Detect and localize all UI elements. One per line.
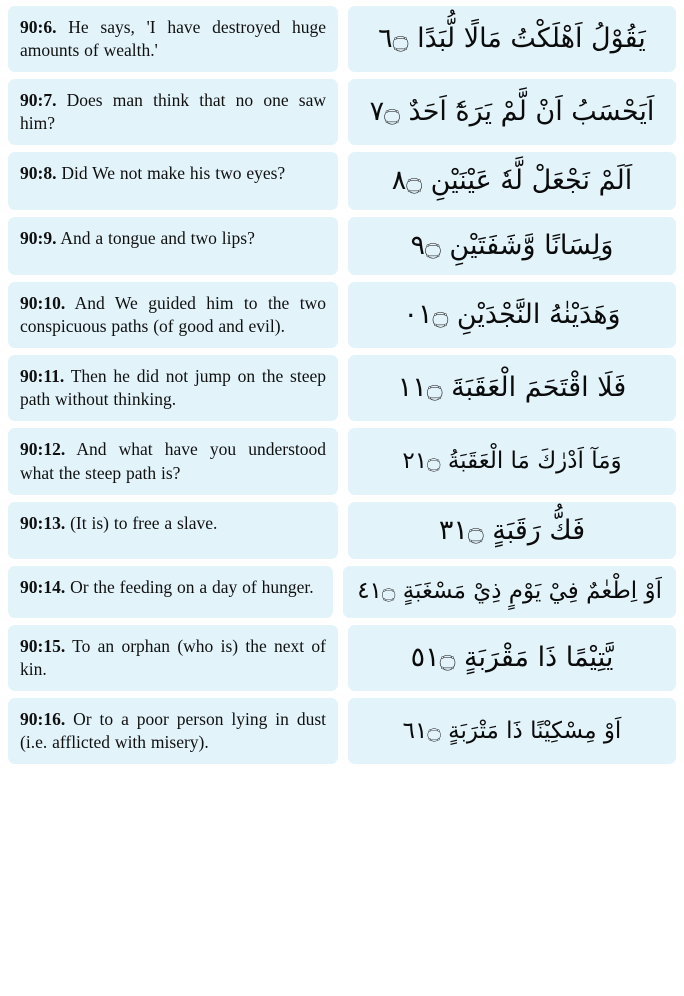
verse-row (8, 282, 676, 348)
verse-row (8, 566, 676, 618)
arabic-verse-text: وَهَدَيْنٰهُ النَّجْدَيْنِ ۝١٠ (403, 299, 621, 331)
english-translation-cell (8, 152, 338, 210)
english-translation-cell (8, 625, 338, 691)
verse-reference: 90:15. (20, 636, 66, 657)
verse-row (8, 502, 676, 560)
verse-row (8, 698, 676, 764)
english-translation-text (20, 512, 326, 535)
arabic-verse-cell (348, 625, 676, 691)
english-translation-text (20, 89, 326, 135)
arabic-verse-text: اَوْ اِطْعٰمٌ فِيْ يَوْمٍ ذِيْ مَسْغَبَةٍ ۝١٤ (357, 578, 662, 605)
arabic-verse-text: اَلَمْ نَجْعَلْ لَّهٗ عَيْنَيْنِ ۝٨ (391, 165, 633, 197)
arabic-verse-cell (348, 217, 676, 275)
verse-reference: 90:16. (20, 709, 66, 730)
verse-reference: 90:9. (20, 228, 57, 249)
verse-row (8, 6, 676, 72)
english-translation-cell (8, 698, 338, 764)
arabic-verse-cell (348, 152, 676, 210)
arabic-verse-text: يَقُوْلُ اَهْلَكْتُ مَالًا لُّبَدًا ۝٦ (378, 23, 646, 55)
arabic-verse-cell (343, 566, 676, 618)
verse-english: And a tongue and two lips? (60, 228, 255, 249)
verse-english: Or the feeding on a day of hunger. (70, 577, 314, 598)
arabic-verse-cell (348, 282, 676, 348)
verse-english: And We guided him to the two conspicuous paths (of good and evil). (20, 293, 326, 337)
verse-reference: 90:7. (20, 90, 57, 111)
english-translation-text (20, 227, 326, 250)
english-translation-text (20, 365, 326, 411)
arabic-verse-text: فَلَا اقْتَحَمَ الْعَقَبَةَ ۝١١ (397, 372, 627, 404)
verse-english: And what have you understood what the steep path is? (20, 439, 326, 483)
english-translation-cell (8, 502, 338, 560)
english-translation-text (20, 438, 326, 484)
english-translation-text (20, 635, 326, 681)
verse-english: To an orphan (who is) the next of kin. (20, 636, 326, 680)
english-translation-cell (8, 428, 338, 494)
arabic-verse-text: وَلِسَانًا وَّشَفَتَيْنِ ۝٩ (410, 230, 614, 262)
arabic-verse-text: اَوْ مِسْكِيْنًا ذَا مَتْرَبَةٍ ۝١٦ (402, 717, 622, 744)
english-translation-text (20, 16, 326, 62)
english-translation-cell (8, 79, 338, 145)
english-translation-text (20, 292, 326, 338)
arabic-verse-text: وَمَآ اَدْرٰكَ مَا الْعَقَبَةُ ۝١٢ (402, 447, 622, 474)
english-translation-text (20, 708, 326, 754)
english-translation-cell (8, 217, 338, 275)
verse-reference: 90:6. (20, 17, 57, 37)
english-translation-text (20, 162, 326, 185)
arabic-verse-cell (348, 355, 676, 421)
arabic-verse-text: اَيَحْسَبُ اَنْ لَّمْ يَرَهٗٓ اَحَدٌ ۝٧ (369, 96, 655, 128)
arabic-verse-cell (348, 502, 676, 560)
english-translation-cell (8, 355, 338, 421)
english-translation-text (20, 576, 321, 599)
verse-english: Or to a poor person lying in dust (i.e. afflicted with misery). (20, 709, 326, 753)
verse-row (8, 625, 676, 691)
verse-english: Then he did not jump on the steep path without thinking. (20, 366, 327, 410)
verse-reference: 90:12. (20, 439, 66, 460)
arabic-verse-text: يَّتِيْمًا ذَا مَقْرَبَةٍ ۝١٥ (410, 642, 614, 674)
verse-row (8, 428, 676, 494)
verse-english: (It is) to free a slave. (70, 512, 218, 533)
verse-reference: 90:14. (20, 577, 66, 598)
arabic-verse-cell (348, 6, 676, 72)
arabic-verse-cell (348, 698, 676, 764)
english-translation-cell (8, 566, 333, 618)
verse-english: Did We not make his two eyes? (61, 163, 286, 184)
verse-reference: 90:8. (20, 163, 57, 184)
arabic-verse-cell (348, 428, 676, 494)
arabic-verse-cell (348, 79, 676, 145)
english-translation-cell (8, 6, 338, 72)
verse-row (8, 355, 676, 421)
arabic-verse-text: فَكُّ رَقَبَةٍ ۝١٣ (438, 514, 586, 546)
verse-english: He says, 'I have destroyed huge amounts of wealth.' (20, 17, 326, 61)
verse-row (8, 79, 676, 145)
english-translation-cell (8, 282, 338, 348)
verse-row (8, 152, 676, 210)
verse-row (8, 217, 676, 275)
verse-reference: 90:11. (20, 366, 65, 387)
verse-reference: 90:13. (20, 512, 66, 533)
verse-reference: 90:10. (20, 293, 66, 314)
verse-english: Does man think that no one saw him? (20, 90, 327, 134)
